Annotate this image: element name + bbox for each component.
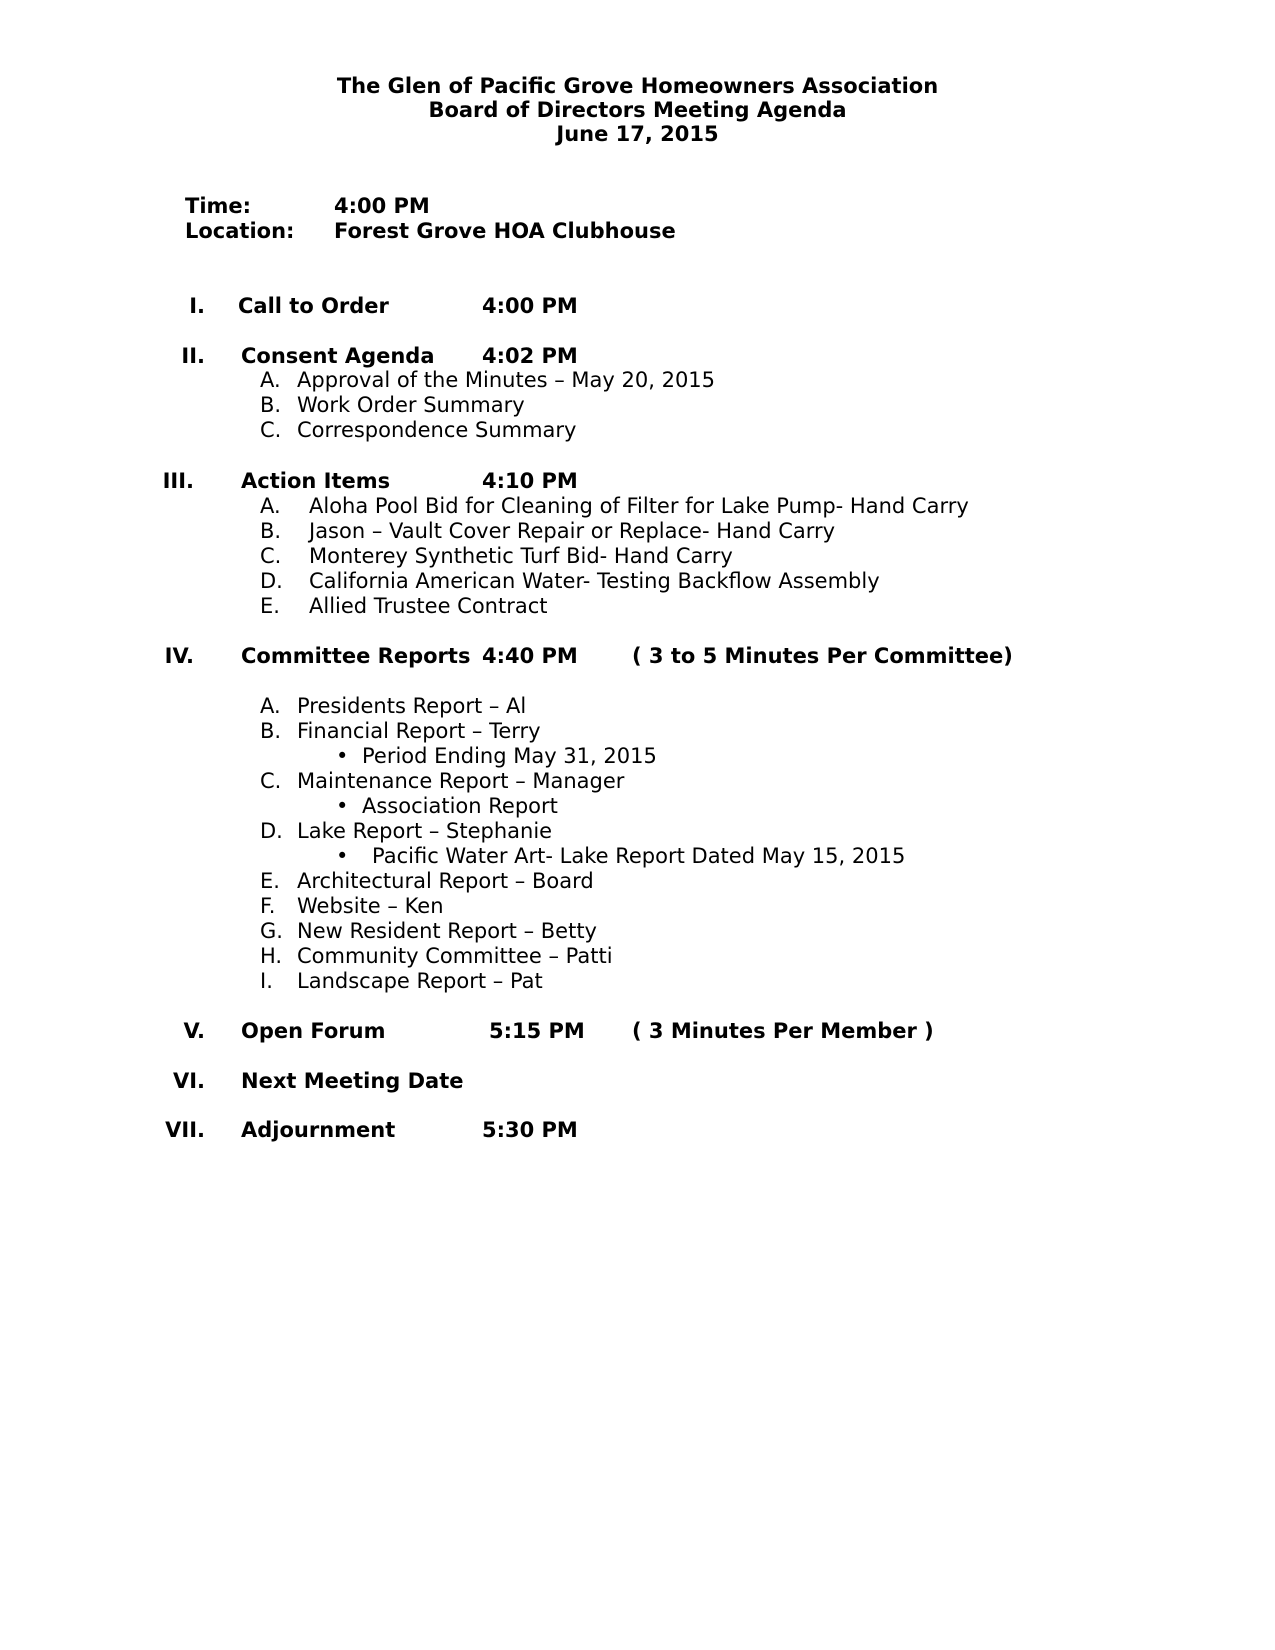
item-text: Landscape Report – Pat — [297, 969, 543, 993]
section-title: Action Items — [241, 469, 391, 493]
item-text: Lake Report – Stephanie — [297, 819, 553, 843]
sub-item-text: Period Ending May 31, 2015 — [362, 744, 657, 768]
item-letter: D. — [260, 569, 283, 593]
item-letter: C. — [260, 544, 282, 568]
document-title: The Glen of Pacific Grove Homeowners Association — [336, 74, 939, 98]
item-text: Maintenance Report – Manager — [297, 769, 625, 793]
sub-item-text: Association Report — [362, 794, 558, 818]
item-letter: B. — [260, 393, 282, 417]
item-letter: D. — [260, 819, 283, 843]
item-letter: E. — [260, 594, 280, 618]
item-text: California American Water- Testing Backflow Assembly — [309, 569, 880, 593]
document-subtitle: Board of Directors Meeting Agenda — [428, 98, 847, 122]
item-letter: B. — [260, 519, 282, 543]
location-label: Location: — [185, 219, 295, 243]
item-letter: I. — [260, 969, 273, 993]
item-text: Community Committee – Patti — [297, 944, 613, 968]
section-note: ( 3 Minutes Per Member ) — [632, 1019, 934, 1043]
sub-item-text: Pacific Water Art- Lake Report Dated May 15, 2015 — [372, 844, 906, 868]
item-letter: C. — [260, 418, 282, 442]
section-title: Call to Order — [238, 294, 389, 318]
bullet-icon — [336, 796, 348, 817]
section-time: 4:40 PM — [482, 644, 578, 668]
section-title: Committee Reports — [241, 644, 471, 668]
item-text: New Resident Report – Betty — [297, 919, 597, 943]
section-title: Open Forum — [241, 1019, 386, 1043]
item-text: Approval of the Minutes – May 20, 2015 — [297, 368, 716, 392]
item-letter: B. — [260, 719, 282, 743]
item-letter: F. — [260, 894, 276, 918]
section-time: 4:10 PM — [482, 469, 578, 493]
bullet-icon — [336, 846, 348, 867]
item-text: Allied Trustee Contract — [309, 594, 548, 618]
item-letter: G. — [260, 919, 283, 943]
meeting-date: June 17, 2015 — [556, 122, 719, 146]
section-numeral: I. — [189, 294, 205, 318]
section-numeral: V. — [183, 1019, 205, 1043]
time-value: 4:00 PM — [334, 194, 430, 218]
item-text: Presidents Report – Al — [297, 694, 527, 718]
section-time: 5:15 PM — [489, 1019, 585, 1043]
item-text: Correspondence Summary — [297, 418, 577, 442]
item-letter: H. — [260, 944, 283, 968]
section-numeral: VI. — [172, 1069, 205, 1093]
item-text: Financial Report – Terry — [297, 719, 541, 743]
section-time: 4:02 PM — [482, 344, 578, 368]
item-text: Website – Ken — [297, 894, 444, 918]
item-letter: A. — [260, 694, 281, 718]
item-text: Work Order Summary — [297, 393, 525, 417]
item-text: Jason – Vault Cover Repair or Replace- Hand Carry — [309, 519, 836, 543]
item-text: Architectural Report – Board — [297, 869, 594, 893]
item-letter: C. — [260, 769, 282, 793]
section-numeral: II. — [181, 344, 205, 368]
section-time: 4:00 PM — [482, 294, 578, 318]
section-title: Adjournment — [241, 1118, 396, 1142]
time-label: Time: — [185, 194, 252, 218]
section-numeral: IV. — [164, 644, 194, 668]
item-letter: A. — [260, 494, 281, 518]
section-note: ( 3 to 5 Minutes Per Committee) — [632, 644, 1013, 668]
item-text: Aloha Pool Bid for Cleaning of Filter for Lake Pump- Hand Carry — [309, 494, 969, 518]
location-value: Forest Grove HOA Clubhouse — [334, 219, 676, 243]
section-time: 5:30 PM — [482, 1118, 578, 1142]
section-numeral: III. — [162, 469, 194, 493]
item-text: Monterey Synthetic Turf Bid- Hand Carry — [309, 544, 733, 568]
section-numeral: VII. — [165, 1118, 205, 1142]
item-letter: A. — [260, 368, 281, 392]
section-title: Consent Agenda — [241, 344, 435, 368]
section-title: Next Meeting Date — [241, 1069, 464, 1093]
bullet-icon — [336, 746, 348, 767]
item-letter: E. — [260, 869, 280, 893]
